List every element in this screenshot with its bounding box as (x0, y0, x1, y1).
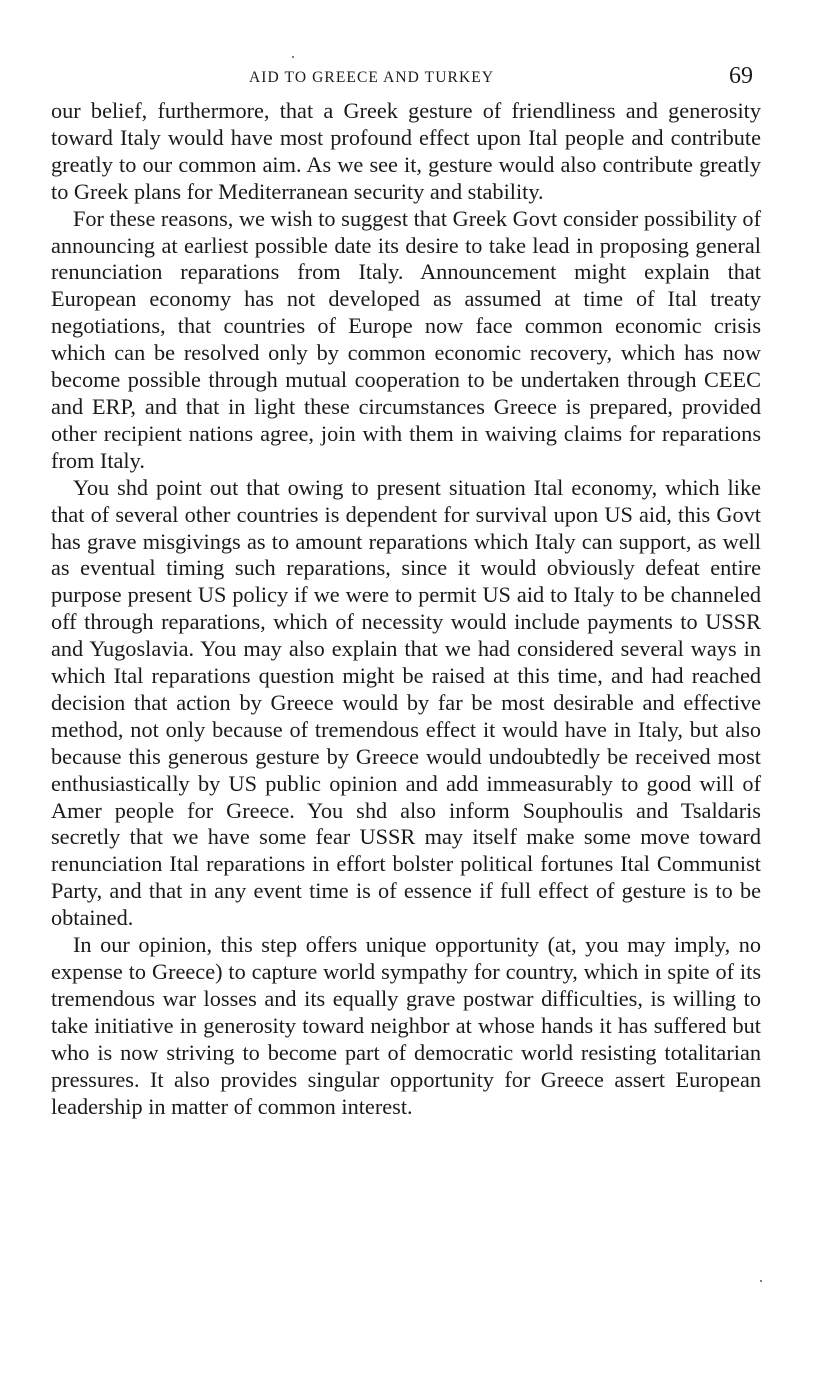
document-page (51, 58, 761, 1120)
print-speck (760, 1280, 762, 1282)
paragraph-continuation: our belief, furthermore, that a Greek gesture of friendliness and generosity toward Italy would have most profound effect upon Ital people and contribute greatly to our common aim. As we see it, gesture would also contribute greatly to Greek plans for Mediterranean security and stability. (51, 98, 761, 204)
body-text (51, 98, 761, 1120)
print-speck (292, 56, 294, 58)
page-number: 69 (729, 63, 753, 89)
paragraph-unique-opportunity: In our opinion, this step offers unique opportunity (at, you may imply, no expense to Greece) to capture world sympathy for country, which in spite of its tremendous war losses and its equally grave postwar difficulties, is willing to take initiative in generosity toward neighbor at whose hands it has suffered but who is now striving to become part of democratic world resisting totalitarian pressures. It also provides singular opportunity for Greece assert European leadership in matter of common interest. (51, 932, 761, 1119)
running-header (51, 58, 761, 98)
paragraph-renunciation-proposal: For these reasons, we wish to suggest that Greek Govt consider possibility of announcing at earliest possible date its desire to take lead in proposing general renunciation reparations from Italy. Announcement might explain that European economy has not developed as assumed at time of Ital treaty negotiations, that countries of Europe now face common economic crisis which can be resolved only by common economic recovery, which has now become possible through mutual cooperation to be undertaken through CEEC and ERP, and that in light these circumstances Greece is prepared, provided other recipient nations agree, join with them in waiving claims for reparations from Italy. (51, 205, 762, 473)
paragraph-us-aid-concerns: You shd point out that owing to present situation Ital economy, which like that of several other countries is dependent for survival upon US aid, this Govt has grave misgivings as to amount reparations which Italy can support, as well as eventual timing such reparations, since it would obviously defeat entire purpose present US policy if we were to permit US aid to Italy to be channeled off through reparations, which of necessity would include payments to USSR and Yugoslavia. You may also explain that we had considered several ways in which Ital reparations question might be raised at this time, and had reached decision that action by Greece would by far be most desirable and effective method, not only because of tremendous effect it would have in Italy, but also because this generous gesture by Greece would undoubtedly be received most enthusiastically by US public opinion and add immeasurably to good will of Amer people for Greece. You shd also inform Souphoulis and Tsaldaris secretly that we have some fear USSR may itself make some move toward renunciation Ital reparations in effort bolster political fortunes Ital Communist Party, and that in any event time is of essence if full effect of gesture is to be obtained. (51, 474, 761, 931)
running-title: AID TO GREECE AND TURKEY (249, 69, 495, 86)
